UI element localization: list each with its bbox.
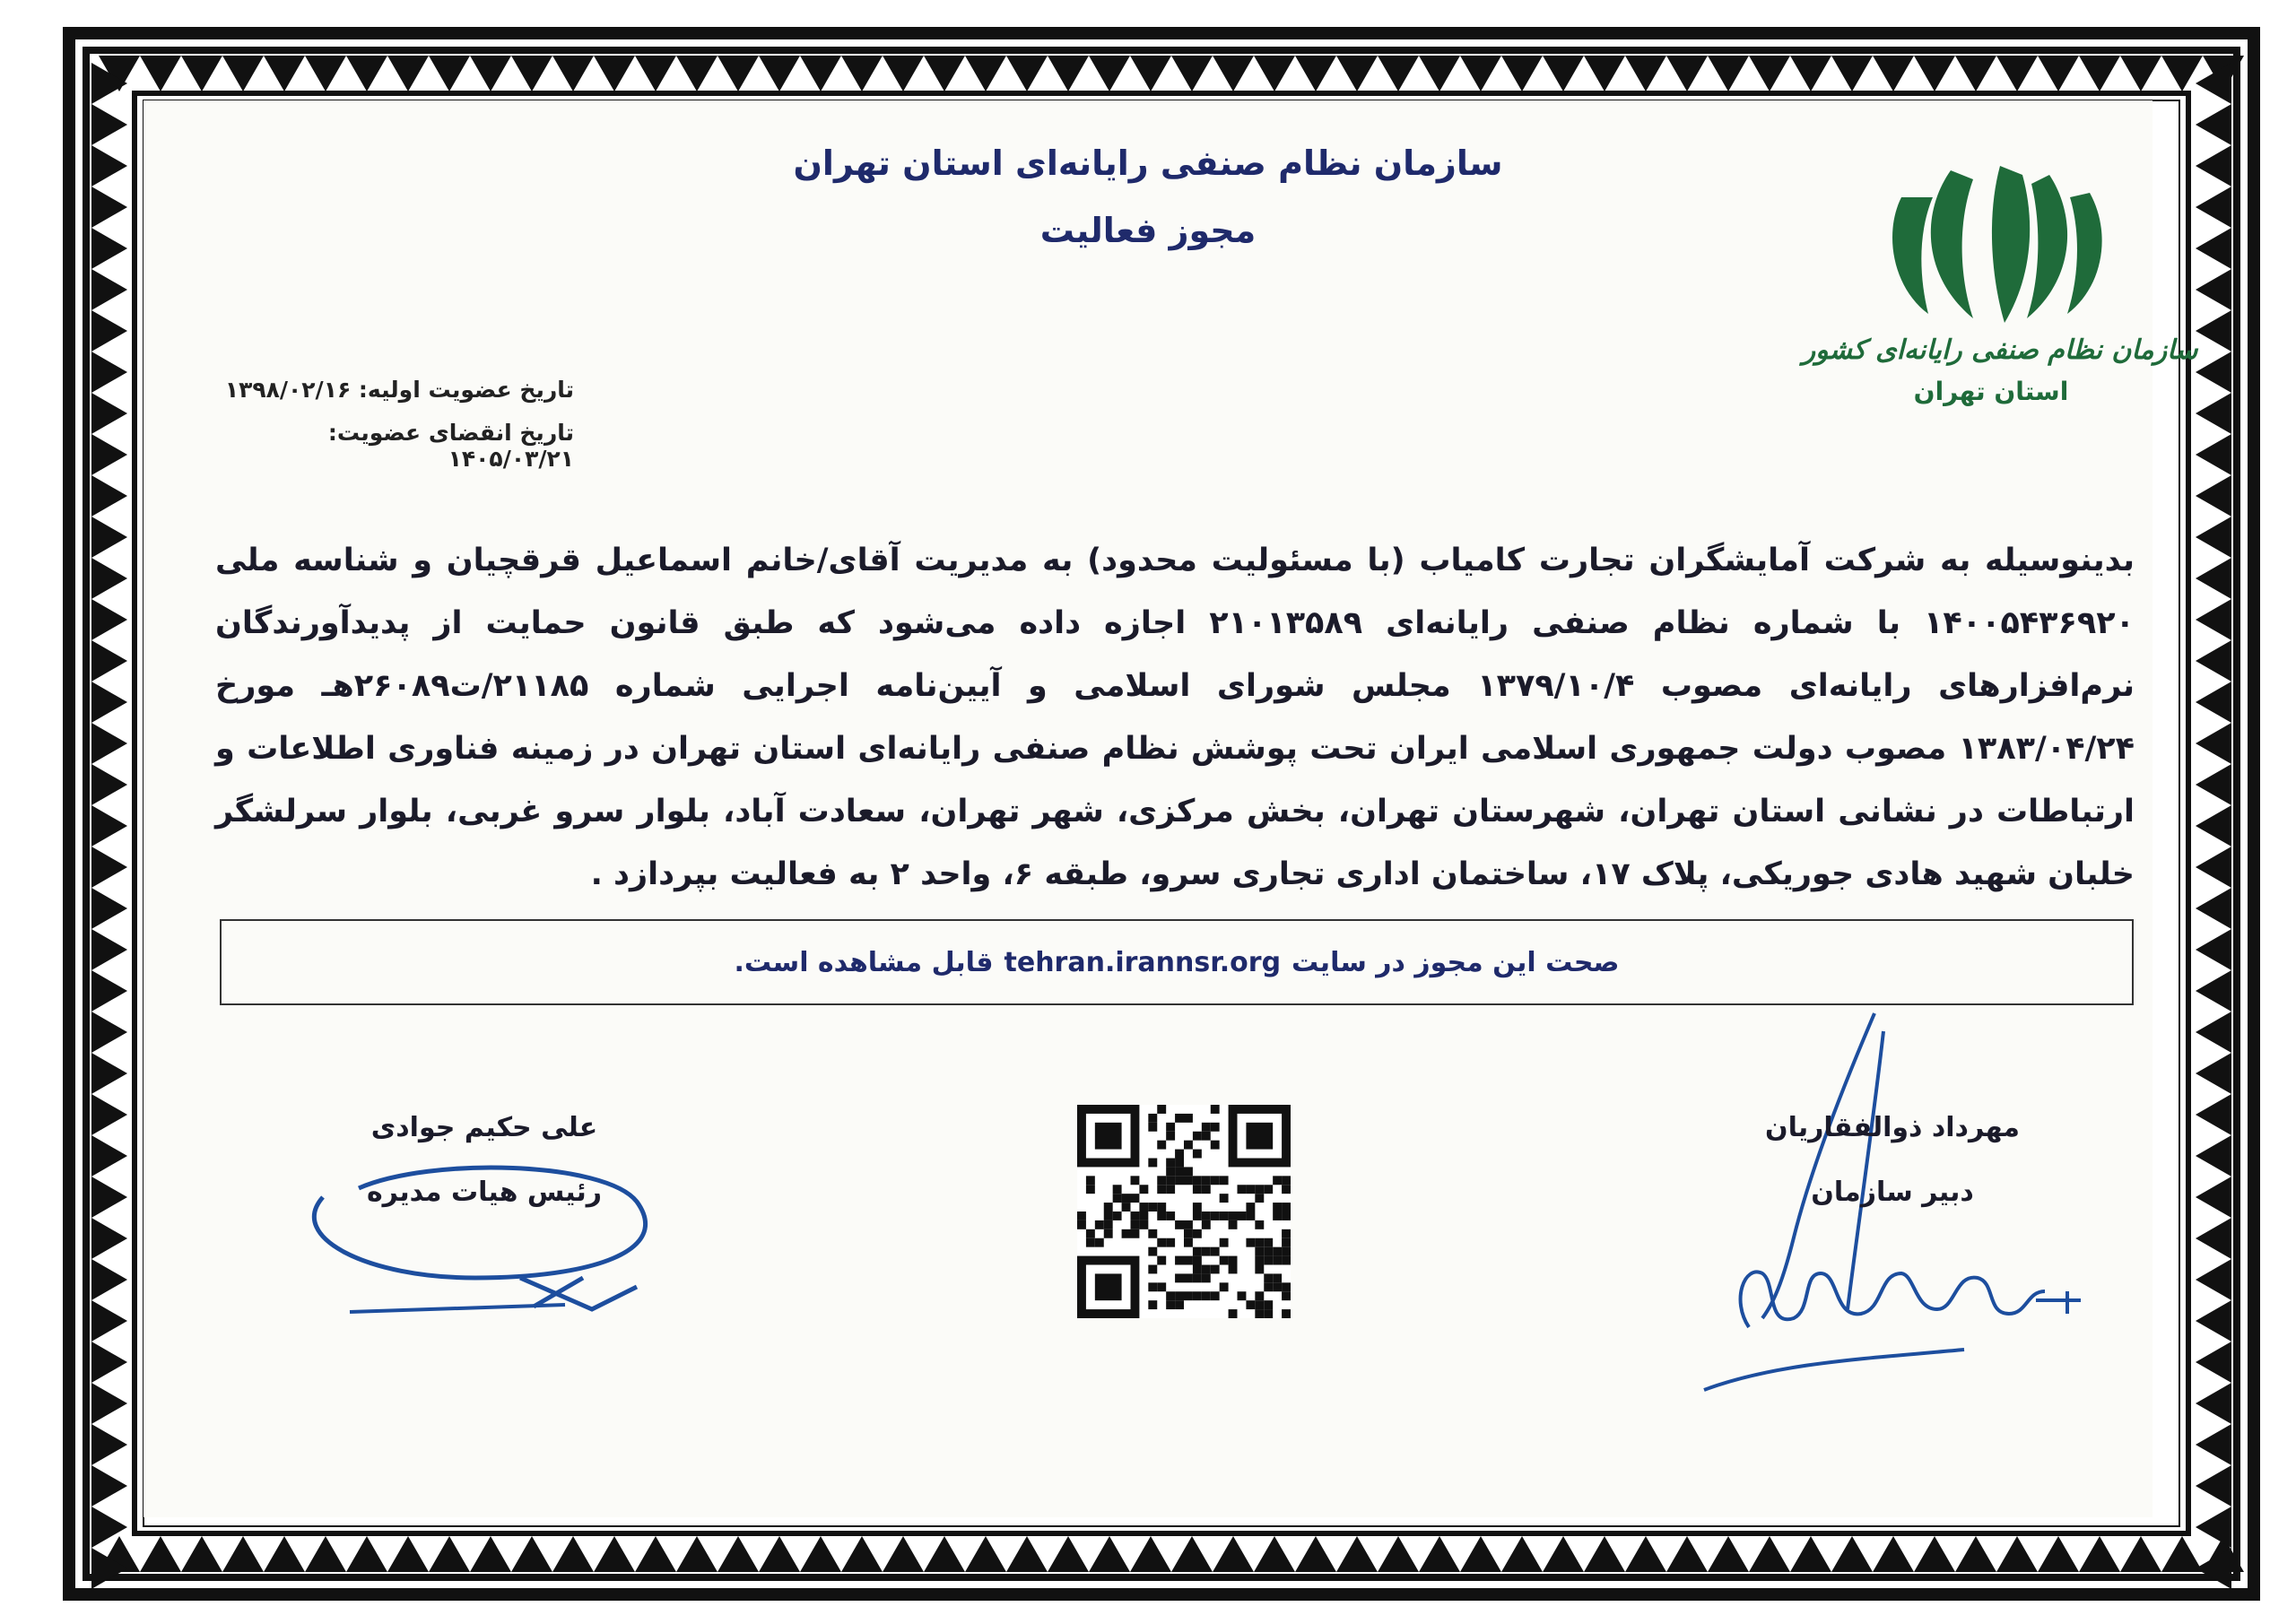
left-signatory-name: علی حکیم جوادی (370, 1112, 598, 1143)
license-body-text: بدینوسیله به شرکت آمایشگران تجارت کامیاب (با مسئولیت محدود) به مدیریت آقای/خانم اسماعیل قرقچیان و شناسه ملی ۱۴۰۰۵۴۳۶۹۲۰ با شماره نظام صنفی رایانه‌ای ۲۱۰۱۳۵۸۹ اجازه داده می‌شود که طبق قانون حمایت از پدیدآورندگان نرم‌افزارهای رایانه‌ای مصوب ۱۳۷۹/۱۰/۴ مجلس شورای اسلامی و آیین‌نامه اجرایی شماره ۲۱۱۸۵/ت۲۶۰۸۹هـ مورخ ۱۳۸۳/۰۴/۲۴ مصوب دولت جمهوری اسلامی ایران تحت پوشش نظام صنفی رایانه‌ای استان تهران در زمینه فناوری اطلاعات و ارتباطات در نشانی استان تهران، شهرستان تهران، بخش مرکزی، شهر تهران، سعادت آباد، بلوار سرو غربی، بلوار سرلشگر خلبان شهید هادی جوریکی، پلاک ۱۷، ساختمان اداری تجاری سرو، طبقه ۶، واحد ۲ به فعالیت بپردازد . (215, 543, 2135, 892)
verification-site-link[interactable]: tehran.irannsr.org (1004, 946, 1282, 978)
membership-expiry-date: تاریخ انقضای عضویت: ۱۴۰۵/۰۳/۲۱ (327, 420, 574, 472)
logo-caption: استان تهران (1913, 377, 2069, 406)
logo-emblem-icon (1892, 166, 2102, 323)
first-membership-date: تاریخ عضویت اولیه: ۱۳۹۸/۰۲/۱۶ (224, 377, 574, 403)
organization-title: سازمان نظام صنفی رایانه‌ای استان تهران (793, 143, 1503, 183)
logo-emblem-text: سازمان نظام صنفی رایانه‌ای کشور (1802, 334, 2198, 366)
verification-box (220, 919, 2134, 1005)
left-signatory-role: رئیس هیات مدیره (366, 1177, 603, 1208)
right-signatory-name: مهرداد ذوالفقاریان (1764, 1112, 2020, 1143)
qr-code-icon (1076, 1105, 1292, 1318)
right-signature (1668, 1004, 2099, 1417)
right-signatory-role: دبیر سازمان (1811, 1177, 1974, 1208)
verification-suffix: قابل مشاهده است. (734, 946, 994, 978)
certificate-title: مجوز فعالیت (1039, 211, 1257, 250)
verification-prefix: صحت این مجوز در سایت (1292, 946, 1620, 978)
